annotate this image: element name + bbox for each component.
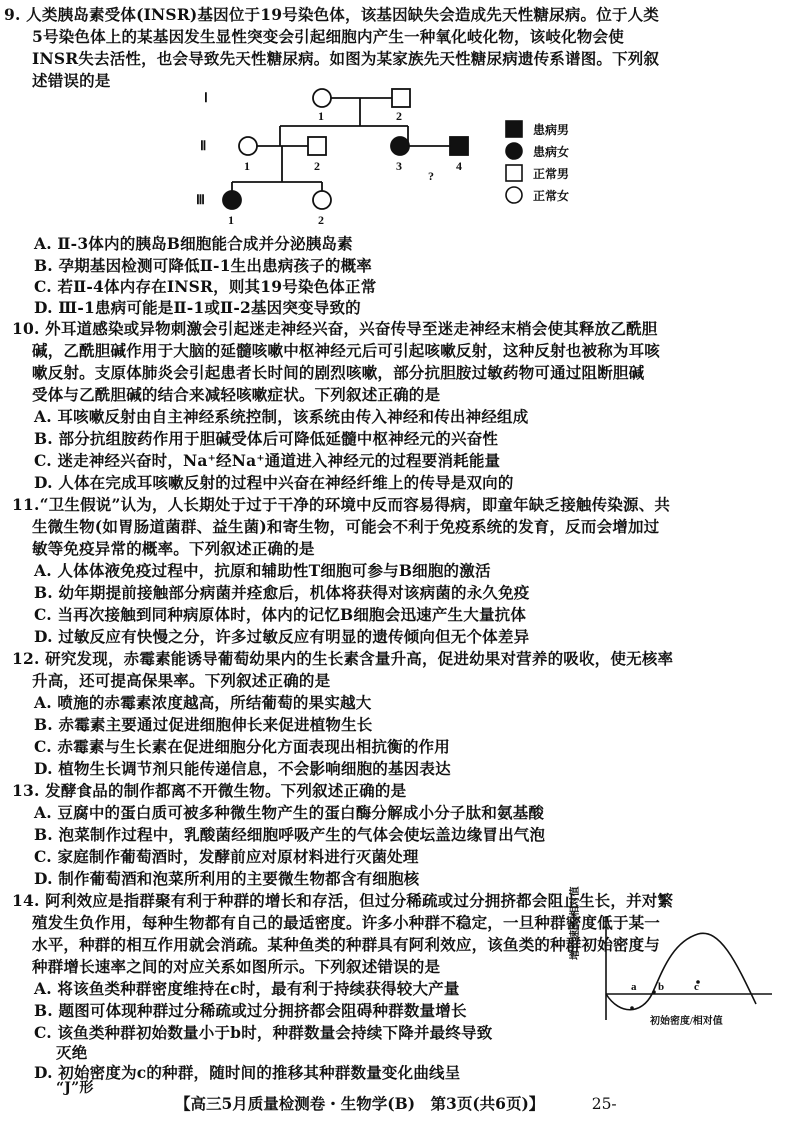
q11-stem-line-2: 生微生物(如胃肠道菌群、益生菌)和寄生物，可能会不利于免疫系统的发育，反而会增加过 (32, 517, 660, 536)
q11-option-b: B. 幼年期提前接触部分病菌并痊愈后，机体将获得对该病菌的永久免疫 (34, 583, 530, 602)
gen-label-III: Ⅲ (196, 192, 205, 207)
growth-curve (606, 933, 756, 1009)
q9-option-b: B. 孕期基因检测可降低Ⅱ-1生出患病孩子的概率 (34, 256, 372, 275)
label-III-1: 1 (228, 213, 234, 227)
q14-stem-line-3: 水平，种群的相互作用就会消疏。某种鱼类的种群具有阿利效应，该鱼类的种群初始密度与 (32, 935, 661, 954)
pedigree-II-4 (450, 137, 468, 155)
q14-option-b: B. 题图可体现种群过分稀疏或过分拥挤都会阻碍种群数量增长 (34, 1001, 467, 1020)
legend-label: 正常男 (533, 166, 570, 181)
q14-stem-line-1: 14. 阿利效应是指群聚有利于种群的增长和存活，但过分稀疏或过分拥挤都会阻止生长，并对繁 (12, 891, 674, 910)
q12-option-a: A. 喷施的赤霉素浓度越高，所结葡萄的果实越大 (34, 693, 372, 712)
q13-stem-line-1: 13. 发酵食品的制作都离不开微生物。下列叙述正确的是 (12, 781, 407, 800)
q14-stem-line-2: 殖发生负作用，每种生物都有自己的最适密度。许多小种群不稳定，一旦种群密度低于某一 (32, 913, 661, 932)
footer-text: 【高三5月质量检测卷・生物学(B) 第3页(共6页)】 (175, 1094, 545, 1113)
q10-option-a: A. 耳咳嗽反射由自主神经系统控制，该系统由传入神经和传出神经组成 (34, 407, 529, 426)
pedigree-II-2 (308, 137, 326, 155)
q14-option-a: A. 将该鱼类种群密度维持在c时，最有利于持续获得较大产量 (34, 979, 460, 998)
footer-code: 25- (591, 1095, 617, 1113)
q14-option-d: D. 初始密度为c的种群，随时间的推移其种群数量变化曲线呈 (34, 1063, 461, 1082)
label-III-2: 2 (318, 213, 324, 227)
q12-stem-line-2: 升高，还可提高保果率。下列叙述正确的是 (32, 671, 331, 690)
q9-option-d: D. Ⅲ-1患病可能是Ⅱ-1或Ⅱ-2基因突变导致的 (34, 298, 361, 317)
point-b-dot (652, 990, 656, 994)
q10-option-c: C. 迷走神经兴奋时，Na⁺经Na⁺通道进入神经元的过程要消耗能量 (34, 451, 501, 470)
q9-stem-line-4: 述错误的是 (32, 71, 111, 90)
q13-option-c: C. 家庭制作葡萄酒时，发酵前应对原材料进行灭菌处理 (34, 847, 419, 866)
point-a-label: a (631, 981, 637, 993)
q10-stem-line-1: 10. 外耳道感染或异物刺激会引起迷走神经兴奋，兴奋传导至迷走神经末梢会使其释放乙酰胆 (12, 319, 658, 338)
point-b-label: b (658, 981, 665, 993)
empty-square-icon (505, 164, 523, 182)
q13-option-d: D. 制作葡萄酒和泡菜所利用的主要微生物都含有细胞核 (34, 869, 420, 888)
legend-normal-male (505, 162, 569, 184)
filled-square-icon (505, 120, 523, 138)
q10-stem-line-2: 碱，乙酰胆碱作用于大脑的延髓咳嗽中枢神经元后可引起咳嗽反射，这种反射也被称为耳咳 (32, 341, 661, 360)
q11-stem-line-1: 11.“卫生假说”认为，人长期处于过于干净的环境中反而容易得病，即童年缺乏接触传染源、共 (12, 495, 671, 514)
growth-rate-graph (580, 912, 775, 1030)
point-a-dot (630, 1006, 634, 1010)
y-axis-label: 增长速率/相对值 (570, 886, 581, 960)
legend-affected-male (505, 118, 569, 140)
pedigree-III-1 (223, 191, 241, 209)
q14-option-c-cont: 灭绝 (56, 1043, 88, 1062)
legend-label: 患病男 (533, 122, 570, 137)
label-I-1: 1 (318, 109, 324, 123)
pedigree-I-2 (392, 89, 410, 107)
q11-option-d: D. 过敏反应有快慢之分，许多过敏反应有明显的遗传倾向但无个体差异 (34, 627, 530, 646)
q10-option-b: B. 部分抗组胺药作用于胆碱受体后可降低延髓中枢神经元的兴奋性 (34, 429, 499, 448)
gen-label-II: Ⅱ (200, 138, 207, 153)
q12-option-c: C. 赤霉素与生长素在促进细胞分化方面表现出相抗衡的作用 (34, 737, 450, 756)
q14-option-d-cont: “J”形 (56, 1080, 94, 1096)
pedigree-II-3 (391, 137, 409, 155)
pedigree-legend (505, 118, 569, 206)
q11-option-c: C. 当再次接触到同种病原体时，体内的记忆B细胞会迅速产生大量抗体 (34, 605, 527, 624)
q13-option-a: A. 豆腐中的蛋白质可被多种微生物产生的蛋白酶分解成小分子肽和氨基酸 (34, 803, 545, 822)
q9-stem-line-1: 9. 人类胰岛素受体(INSR)基因位于19号染色体，该基因缺失会造成先天性糖尿病。位于人类 (4, 5, 660, 24)
legend-label: 正常女 (533, 188, 570, 203)
label-II-3: 3 (396, 159, 402, 173)
filled-circle-icon (505, 142, 523, 160)
page-footer (175, 1092, 617, 1114)
q14-stem-line-4: 种群增长速率之间的对应关系如图所示。下列叙述错误的是 (32, 957, 441, 976)
label-II-2: 2 (314, 159, 320, 173)
q13-option-b: B. 泡菜制作过程中，乳酸菌经细胞呼吸产生的气体会使坛盖边缘冒出气泡 (34, 825, 546, 844)
empty-circle-icon (505, 186, 523, 204)
legend-affected-female (505, 140, 569, 162)
q12-option-b: B. 赤霉素主要通过促进细胞伸长来促进植物生长 (34, 715, 373, 734)
label-I-2: 2 (396, 109, 402, 123)
label-II-4: 4 (456, 159, 462, 173)
q14-option-c: C. 该鱼类种群初始数量小于b时，种群数量会持续下降并最终导致 (34, 1023, 493, 1042)
pedigree-II-1 (239, 137, 257, 155)
pedigree-I-1 (313, 89, 331, 107)
q10-stem-line-3: 嗽反射。支原体肺炎会引起患者长时间的剧烈咳嗽，部分抗胆胺过敏药物可通过阻断胆碱 (32, 363, 645, 382)
q11-stem-line-3: 敏等免疫异常的概率。下列叙述正确的是 (32, 539, 315, 558)
legend-label: 患病女 (533, 144, 570, 159)
q11-option-a: A. 人体体液免疫过程中，抗原和辅助性T细胞可参与B细胞的激活 (34, 561, 491, 580)
q9-option-a: A. Ⅱ-3体内的胰岛B细胞能合成并分泌胰岛素 (34, 234, 353, 253)
q9-stem-line-2: 5号染色体上的某基因发生显性突变会引起细胞内产生一种氧化岐化物，该岐化物会使 (32, 27, 624, 46)
gen-label-I: Ⅰ (204, 90, 208, 105)
q12-option-d: D. 植物生长调节剂只能传递信息，不会影响细胞的基因表达 (34, 759, 451, 778)
q12-stem-line-1: 12. 研究发现，赤霉素能诱导葡萄幼果内的生长素含量升高，促进幼果对营养的吸收，使无核率 (12, 649, 674, 668)
legend-normal-female (505, 184, 569, 206)
q10-option-d: D. 人体在完成耳咳嗽反射的过程中兴奋在神经纤维上的传导是双向的 (34, 473, 514, 492)
q9-stem-line-3: INSR失去活性，也会导致先天性糖尿病。如图为某家族先天性糖尿病遗传系谱图。下列叙 (32, 49, 660, 68)
q10-stem-line-4: 受体与乙酰胆碱的结合来减轻咳嗽症状。下列叙述正确的是 (32, 385, 441, 404)
x-axis-label: 初始密度/相对值 (650, 1016, 723, 1027)
pedigree-III-2 (313, 191, 331, 209)
label-unknown: ? (428, 169, 434, 183)
label-II-1: 1 (244, 159, 250, 173)
q9-option-c: C. 若Ⅱ-4体内存在INSR，则其19号染色体正常 (34, 277, 377, 296)
point-c-label: c (694, 981, 699, 993)
